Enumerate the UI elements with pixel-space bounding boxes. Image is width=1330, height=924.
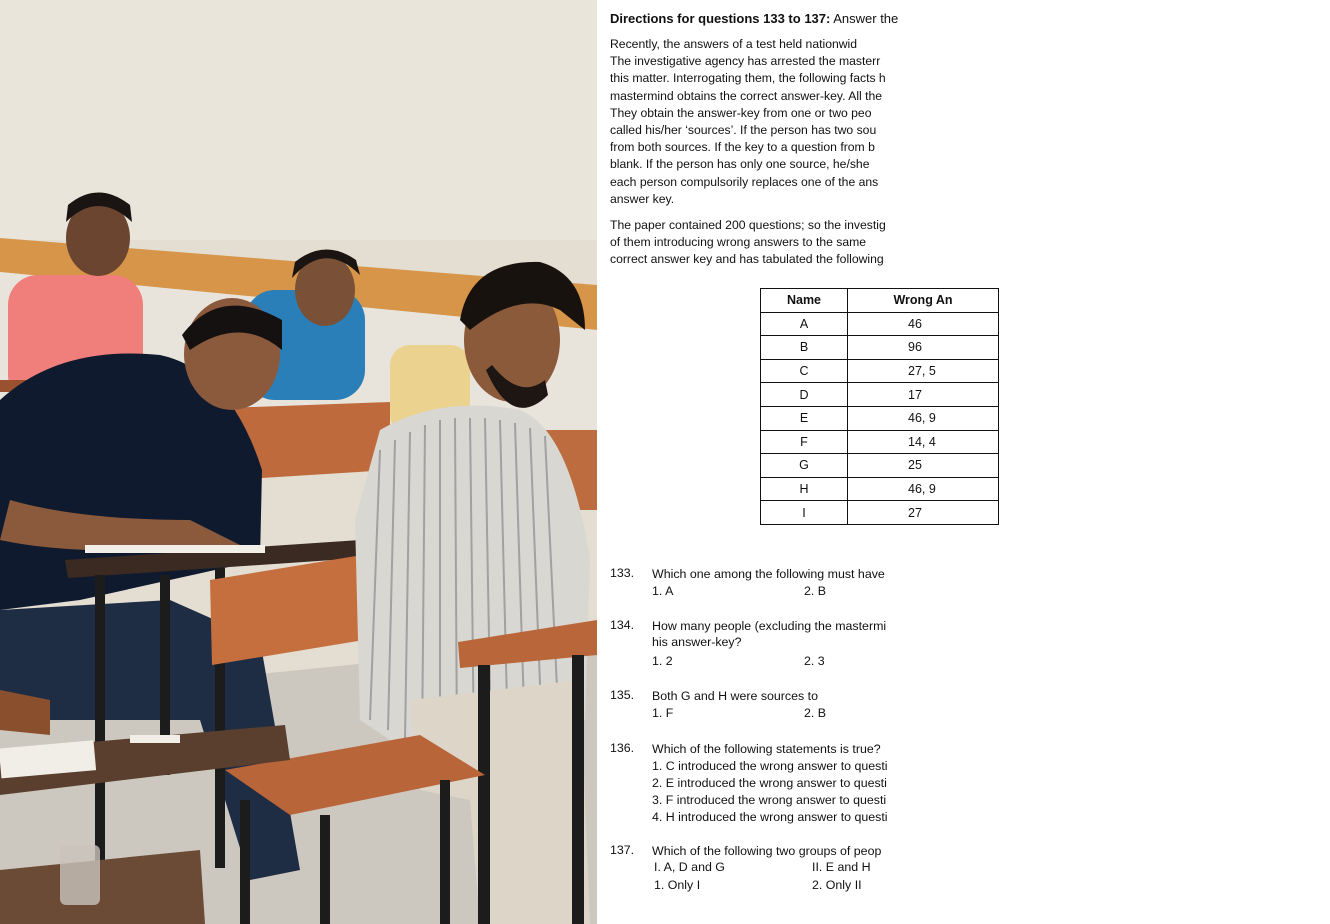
paragraph-line: The investigative agency has arrested the masterr [610,54,881,69]
cell-name: I [761,501,848,525]
cell-name: H [761,477,848,501]
question-stem: Both G and H were sources to [652,689,818,703]
paragraph-line: of them introducing wrong answers to the same [610,235,867,250]
table-row [761,336,999,360]
paragraph-line: this matter. Interrogating them, the following facts h [610,71,886,86]
table-header-row [761,289,999,313]
group-2: II. E and H [812,860,871,874]
cell-wrong-answers: 46 [848,312,999,336]
paragraph-line: from both sources. If the key to a question from b [610,140,875,155]
option-2: 2. 3 [804,654,825,668]
option-1: 1. F [652,706,674,720]
paragraph-line: correct answer key and has tabulated the following [610,252,884,267]
cell-wrong-answers: 14, 4 [848,430,999,454]
column-header-name: Name [761,289,848,313]
question-stem: How many people (excluding the mastermi [652,619,887,633]
wrong-answers-table [760,288,999,525]
exam-hall-photo [0,0,597,924]
cell-wrong-answers: 25 [848,454,999,478]
column-header-wrong-answers: Wrong An [848,289,999,313]
paragraph-line: Recently, the answers of a test held nationwid [610,37,858,51]
question-document [597,0,953,924]
cell-wrong-answers: 17 [848,383,999,407]
table-row [761,406,999,430]
table-row [761,312,999,336]
cell-name: B [761,336,848,360]
directions-heading [610,10,1330,28]
cell-wrong-answers: 27, 5 [848,359,999,383]
cell-wrong-answers: 96 [848,336,999,360]
cell-name: E [761,406,848,430]
option-2: 2. B [804,584,827,598]
cell-wrong-answers: 46, 9 [848,406,999,430]
table-row [761,359,999,383]
paragraph-line: The paper contained 200 questions; so the investig [610,218,886,233]
table-row [761,454,999,478]
table-row [761,477,999,501]
option-2: 2. E introduced the wrong answer to questi [652,776,887,790]
cell-name: G [761,454,848,478]
table-row [761,430,999,454]
option-2: 2. B [804,706,827,720]
paragraph-line: each person compulsorily replaces one of the ans [610,174,879,189]
paragraph-1 [610,36,1330,208]
paragraph-line: answer key. [610,191,675,206]
cell-name: F [761,430,848,454]
question-number: 133. [610,566,635,580]
directions-label: Directions for questions 133 to 137: [610,11,831,26]
question-stem: Which one among the following must have [652,567,885,581]
paragraph-line: called his/her ‘sources’. If the person has two sou [610,123,877,138]
directions-text: Answer the [830,11,899,26]
question-stem: Which of the following statements is true? [652,742,881,756]
question-number: 134. [610,618,635,632]
group-1: I. A, D and G [654,860,725,874]
option-1: 1. C introduced the wrong answer to questi [652,759,888,773]
paragraph-2 [610,217,1330,269]
option-3: 3. F introduced the wrong answer to questi [652,793,887,807]
option-1: 1. 2 [652,654,673,668]
cell-name: A [761,312,848,336]
cell-name: C [761,359,848,383]
paragraph-line: mastermind obtains the correct answer-key. All the [610,88,883,103]
cell-wrong-answers: 46, 9 [848,477,999,501]
question-stem-line-2: his answer-key? [652,635,742,649]
option-2: 2. Only II [812,878,862,892]
cell-name: D [761,383,848,407]
question-stem: Which of the following two groups of peop [652,844,882,858]
option-4: 4. H introduced the wrong answer to questi [652,810,888,824]
table-row [761,501,999,525]
question-number: 136. [610,741,635,755]
table-row [761,383,999,407]
option-1: 1. A [652,584,674,598]
cell-wrong-answers: 27 [848,501,999,525]
option-1: 1. Only I [654,878,701,892]
question-number: 137. [610,843,635,857]
paragraph-line: blank. If the person has only one source, he/she [610,157,870,172]
question-number: 135. [610,688,635,702]
paragraph-line: They obtain the answer-key from one or two peo [610,105,872,120]
